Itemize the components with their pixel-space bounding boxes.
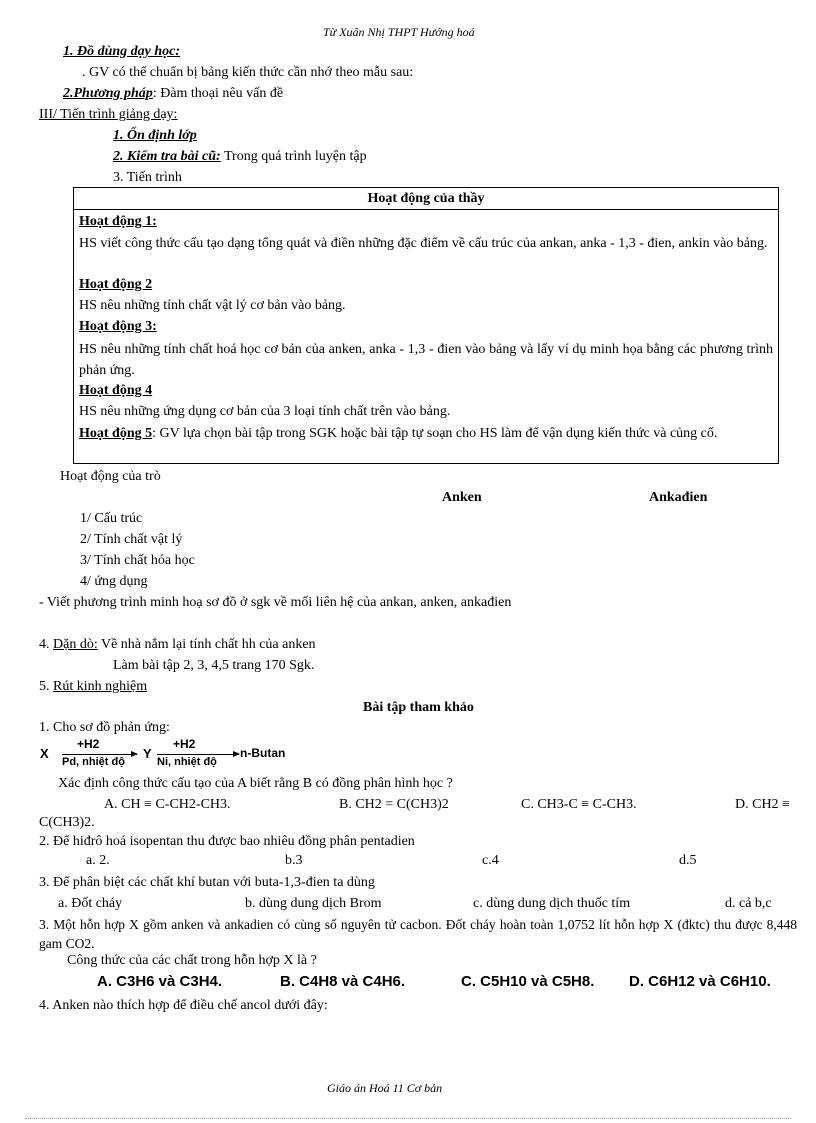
step-2-text: Trong quá trình luyện tập [220, 149, 367, 164]
scheme-arrow-1 [62, 754, 137, 755]
q3-option-a: a. Đốt cháy [58, 896, 123, 911]
section5-label: Rút kinh nghiệm [53, 679, 148, 694]
section4-line [39, 637, 316, 653]
hd4-text: HS nêu những ứng dụng cơ bản của 3 loại tính chất trên vào bảng. [79, 404, 451, 419]
q1-option-d-cont: C(CH3)2. [39, 815, 95, 830]
q3b-stem: 3. Một hỗn hợp X gồm anken và ankadien có cùng số nguyên tử cacbon. Đốt cháy hoàn toàn 1,0752 lít hỗn hợp X (đktc) thu được 8,448 gam CO2. [39, 917, 797, 951]
q3b-option-a: A. C3H6 và C3H4. [97, 973, 223, 990]
scheme-above-2: +H2 [173, 737, 196, 751]
hd1-title: Hoạt động 1: [79, 214, 157, 229]
section5-number: 5. [39, 679, 53, 694]
q2-option-b: b.3 [285, 853, 303, 868]
q3b-option-d: D. C6H12 và C6H10. [629, 973, 771, 990]
page-footer: Giáo án Hoá 11 Cơ bản [327, 1081, 443, 1095]
q3b-option-c: C. C5H10 và C5H8. [461, 973, 595, 990]
scheme-below-2: Ni, nhiệt độ [157, 756, 217, 768]
exercises-title: Bài tập tham khảo [363, 700, 474, 715]
student-row-4: 4/ ứng dụng [80, 574, 148, 589]
step-3: 3. Tiến trình [113, 170, 182, 185]
q2-option-a: a. 2. [86, 853, 110, 868]
homework-line: Làm bài tập 2, 3, 4,5 trang 170 Sgk. [113, 658, 315, 673]
section2-heading: 2.Phương pháp [63, 86, 153, 101]
hd3-text: HS nêu những tính chất hoá học cơ bản của anken, anka - 1,3 - đien vào bảng và lấy ví dụ minh họa bằng các phương trình phản ứng. [79, 342, 773, 378]
scheme-arrow-2 [157, 754, 239, 755]
scheme-y: Y [143, 746, 152, 761]
q3-option-b: b. dùng dung dịch Brom [245, 896, 382, 911]
step-2 [113, 149, 367, 165]
scheme-above-1: +H2 [77, 737, 100, 751]
section1-heading: 1. Đồ dùng dạy học: [63, 44, 181, 59]
step-1: 1. Ổn định lớp [113, 128, 197, 143]
q1-option-c: C. CH3-C ≡ C-CH3. [521, 797, 637, 812]
student-row-2: 2/ Tính chất vật lý [80, 532, 183, 547]
q3-option-c: c. dùng dung dịch thuốc tím [473, 896, 631, 911]
section4-number: 4. [39, 637, 53, 652]
section1-bullet: . GV có thể chuẩn bị bảng kiến thức cần nhớ theo mẫu sau: [82, 65, 414, 80]
q1-option-b: B. CH2 = C(CH3)2 [339, 797, 449, 812]
section5-line [39, 679, 147, 695]
q3b-text: Công thức của các chất trong hỗn hợp X là ? [67, 953, 317, 968]
q3-option-d: d. cả b,c [725, 896, 772, 911]
hd3-title: Hoạt động 3: [79, 319, 157, 334]
q1-stem: 1. Cho sơ đồ phản ứng: [39, 720, 170, 735]
hd2-text: HS nêu những tính chất vật lý cơ bản vào bảng. [79, 298, 346, 313]
q3-stem: 3. Để phân biệt các chất khí butan với buta-1,3-đien ta dùng [39, 875, 375, 890]
section4-text: Về nhà nắm lại tính chất hh của anken [97, 637, 316, 652]
column-ankadien: Ankađien [649, 490, 708, 505]
student-row-3: 3/ Tính chất hóa học [80, 553, 195, 568]
footer-divider [25, 1118, 791, 1119]
q1-option-a: A. CH ≡ C-CH2-CH3. [104, 797, 231, 812]
scheme-x: X [40, 746, 49, 761]
hd5-line [79, 423, 773, 444]
teacher-activities-box [73, 187, 779, 464]
section2-line [63, 86, 283, 102]
q2-stem: 2. Để hiđrô hoá isopentan thu được bao nhiêu đồng phân pentadien [39, 834, 415, 849]
hd4-title: Hoạt động 4 [79, 383, 153, 398]
q1-text: Xác định công thức cấu tạo của A biết rằng B có đồng phân hình học ? [58, 776, 453, 791]
section4-label: Dặn dò: [53, 637, 98, 652]
scheme-product: n-Butan [240, 746, 286, 760]
column-anken: Anken [442, 490, 482, 505]
section3-heading: III/ Tiến trình giảng dạy: [39, 107, 178, 122]
hd2-title: Hoạt động 2 [79, 277, 153, 292]
hd5-text: : GV lựa chọn bài tập trong SGK hoặc bài tập tự soạn cho HS làm để vận dụng kiến thức và củng cố. [152, 426, 718, 441]
student-activities-label: Hoạt động của trò [60, 469, 161, 484]
hd1-text: HS viết công thức cấu tạo dạng tổng quát và điền những đặc điểm về cấu trúc của ankan, anka - 1,3 - đien, ankin vào bảng. [79, 236, 768, 251]
q1-option-d: D. CH2 ≡ [735, 797, 790, 812]
q2-option-c: c.4 [482, 853, 499, 868]
page-header: Từ Xuân Nhị THPT Hướng hoá [323, 25, 475, 39]
hd5-title: Hoạt động 5 [79, 426, 153, 441]
relation-note: - Viết phương trình minh hoạ sơ đồ ở sgk về mối liên hệ của ankan, anken, ankađien [39, 595, 512, 610]
q2-option-d: d.5 [679, 853, 697, 868]
student-row-1: 1/ Cấu trúc [80, 511, 143, 526]
scheme-below-1: Pd, nhiệt độ [62, 756, 125, 768]
section2-text: : Đàm thoại nêu vấn đề [152, 86, 284, 101]
teacher-box-header: Hoạt động của thầy [74, 188, 778, 210]
q3b-option-b: B. C4H8 và C4H6. [280, 973, 406, 990]
step-2-label: 2. Kiểm tra bài cũ: [113, 149, 221, 164]
q4-stem: 4. Anken nào thích hợp để điều chế ancol dưới đây: [39, 998, 328, 1013]
